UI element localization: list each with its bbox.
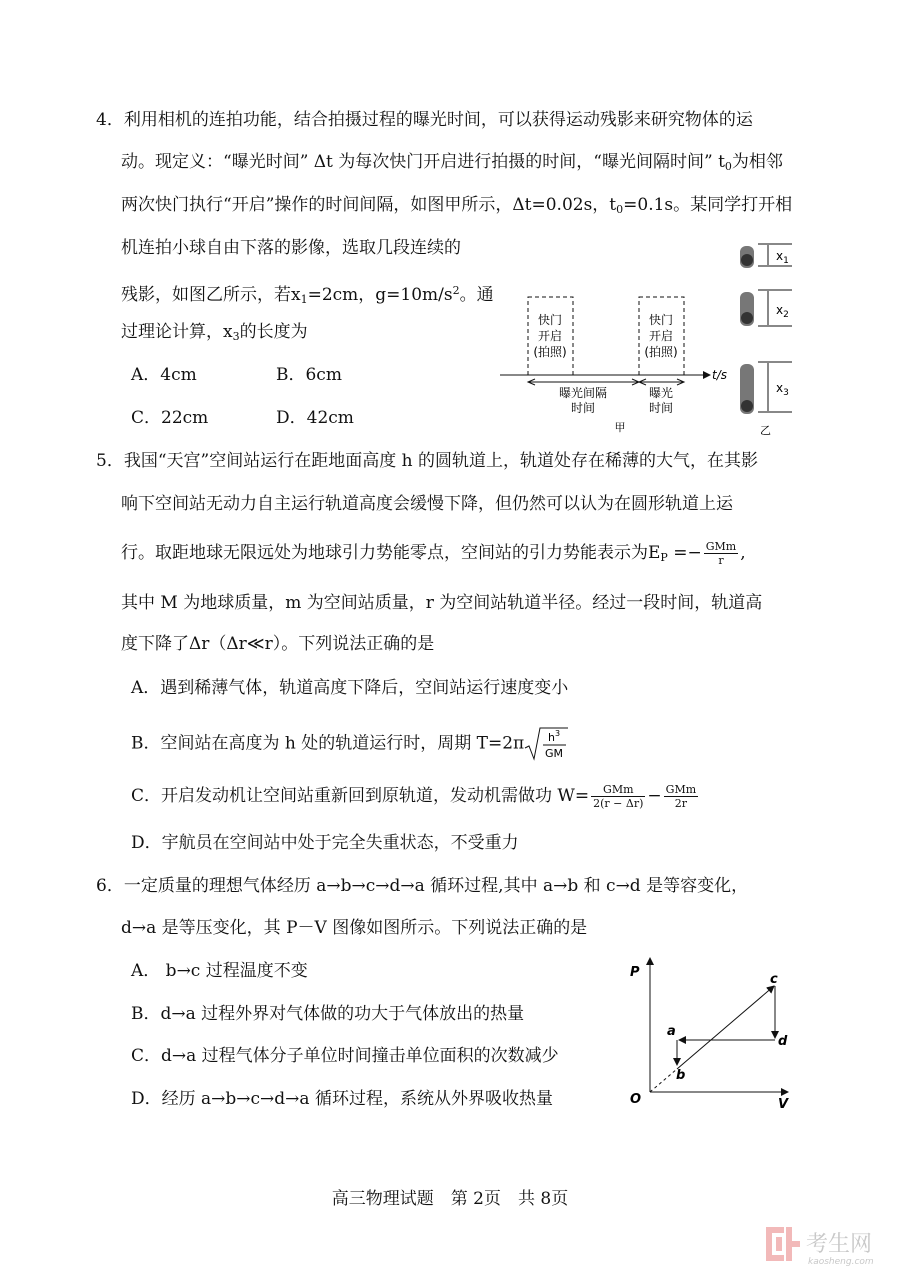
box2-line2: 开启 <box>648 329 674 343</box>
ball-blur-1 <box>740 246 754 268</box>
label-x1: $x_1$ <box>776 249 789 266</box>
extension-line <box>650 1069 677 1092</box>
exposure-label-1: 曝光 <box>648 386 674 400</box>
q5-line5: 度下降了Δr（Δr≪r）。下列说法正确的是 <box>121 634 435 654</box>
sqrt-expression <box>524 726 568 762</box>
q4-line5: 残影，如图乙所示，若$x_1=2cm$，$g=10m/s^2$。通 <box>121 284 494 306</box>
watermark-logo-icon <box>764 1223 894 1267</box>
q4-line2: 动。现定义：“曝光时间” Δt 为每次快门开启进行拍摄的时间，“曝光间隔时间” $t_0$为相邻 <box>121 152 783 173</box>
q6-option-a: A． b→c 过程温度不变 <box>131 961 308 981</box>
potential-energy-fraction: $\frac{\text{GMm}}{r}$ <box>705 540 737 567</box>
watermark-brand: 考生网 <box>806 1232 873 1257</box>
ball-blur-3 <box>740 364 754 414</box>
watermark <box>764 1223 894 1267</box>
q4-option-b: B．6cm <box>276 365 342 385</box>
work-fraction-1: $\frac{\text{GMm}}{2(r - \Delta r)}$ <box>593 783 644 810</box>
q5-option-a: A．遇到稀薄气体，轨道高度下降后，空间站运行速度变小 <box>131 678 569 698</box>
figure-yi-caption: 乙 <box>760 424 771 437</box>
page-footer: 高三物理试题 第 2页 共 8页 <box>331 1189 569 1209</box>
q5-option-d: D．宇航员在空间站中处于完全失重状态，不受重力 <box>131 833 519 853</box>
q5-line4: 其中 M 为地球质量，m 为空间站质量，r 为空间站轨道半径。经过一段时间，轨道高 <box>121 593 763 613</box>
point-c: c <box>770 972 778 987</box>
box2-line3: (拍照) <box>644 345 678 359</box>
q6-line2: d→a 是等压变化，其 P－V 图像如图所示。下列说法正确的是 <box>121 918 588 938</box>
q6-option-c: C．d→a 过程气体分子单位时间撞击单位面积的次数减少 <box>131 1046 559 1066</box>
svg-text:GM: GM <box>545 747 564 760</box>
q4-option-d: D．42cm <box>276 408 354 428</box>
figure-yi <box>730 236 800 440</box>
q6-line1: 6．一定质量的理想气体经历 a→b→c→d→a 循环过程,其中 a→b 和 c→d 是等容变化， <box>96 876 749 896</box>
p-axis-label: P <box>630 965 640 980</box>
figure-jia-caption: 甲 <box>614 421 626 434</box>
point-a: a <box>667 1024 676 1039</box>
q5-line2: 响下空间站无动力自主运行轨道高度会缓慢下降，但仍然可以认为在圆形轨道上运 <box>121 494 733 514</box>
svg-text:h3: $h^3$ <box>548 729 561 744</box>
box1-line2: 开启 <box>537 329 563 343</box>
watermark-url: kaosheng.com <box>808 1257 874 1267</box>
q4-line3: 两次快门执行“开启”操作的时间间隔，如图甲所示，Δt=0.02s，$t_0=0.1s$。某同学打开相 <box>121 195 793 216</box>
q5-line1: 5．我国“天宫”空间站运行在距地面高度 h 的圆轨道上，轨道处存在稀薄的大气，在其影 <box>96 451 758 471</box>
label-x2: $x_2$ <box>776 303 789 320</box>
point-d: d <box>778 1034 788 1049</box>
q5-line3: 行。取距地球无限远处为地球引力势能零点，空间站的引力势能表示为$E_P$ =− $\frac{\text{GMm}}{r}$ , <box>121 540 746 567</box>
q5-option-c: C．开启发动机让空间站重新回到原轨道，发动机需做功 W= $\frac{\text{GMm}}{2(r - \Delta r)}$ − $\frac{\text{GMm}}{2r}$ <box>131 783 697 810</box>
origin-label: O <box>630 1092 642 1107</box>
q4-line1: 4．利用相机的连拍功能，结合拍摄过程的曝光时间，可以获得运动残影来研究物体的运 <box>96 110 753 130</box>
figure-jia <box>495 290 740 440</box>
q4-line6: 过理论计算，$x_3$的长度为 <box>121 322 308 343</box>
q4-line4: 机连拍小球自由下落的影像，选取几段连续的 <box>121 238 461 258</box>
time-axis-label: t/s <box>712 368 727 382</box>
label-x3: $x_3$ <box>776 381 789 398</box>
pv-graph <box>620 952 800 1112</box>
box2-line1: 快门 <box>648 313 674 327</box>
work-fraction-2: $\frac{\text{GMm}}{2r}$ <box>665 783 697 810</box>
point-b: b <box>676 1068 686 1083</box>
q6-option-b: B．d→a 过程外界对气体做的功大于气体放出的热量 <box>131 1004 525 1024</box>
process-b-c <box>677 986 774 1069</box>
q5-option-b: B．空间站在高度为 h 处的轨道运行时，周期 T=2π $h^3$ GM <box>131 726 568 762</box>
ball-blur-2 <box>740 292 754 326</box>
interval-label-2: 时间 <box>570 401 596 415</box>
q4-option-a: A．4cm <box>131 365 197 385</box>
box1-line3: (拍照) <box>533 345 567 359</box>
interval-label-1: 曝光间隔 <box>558 386 608 400</box>
q6-option-d: D．经历 a→b→c→d→a 循环过程，系统从外界吸收热量 <box>131 1089 553 1109</box>
q4-option-c: C．22cm <box>131 408 209 428</box>
exposure-label-2: 时间 <box>648 401 674 415</box>
box1-line1: 快门 <box>537 313 563 327</box>
v-axis-label: V <box>778 1097 789 1112</box>
